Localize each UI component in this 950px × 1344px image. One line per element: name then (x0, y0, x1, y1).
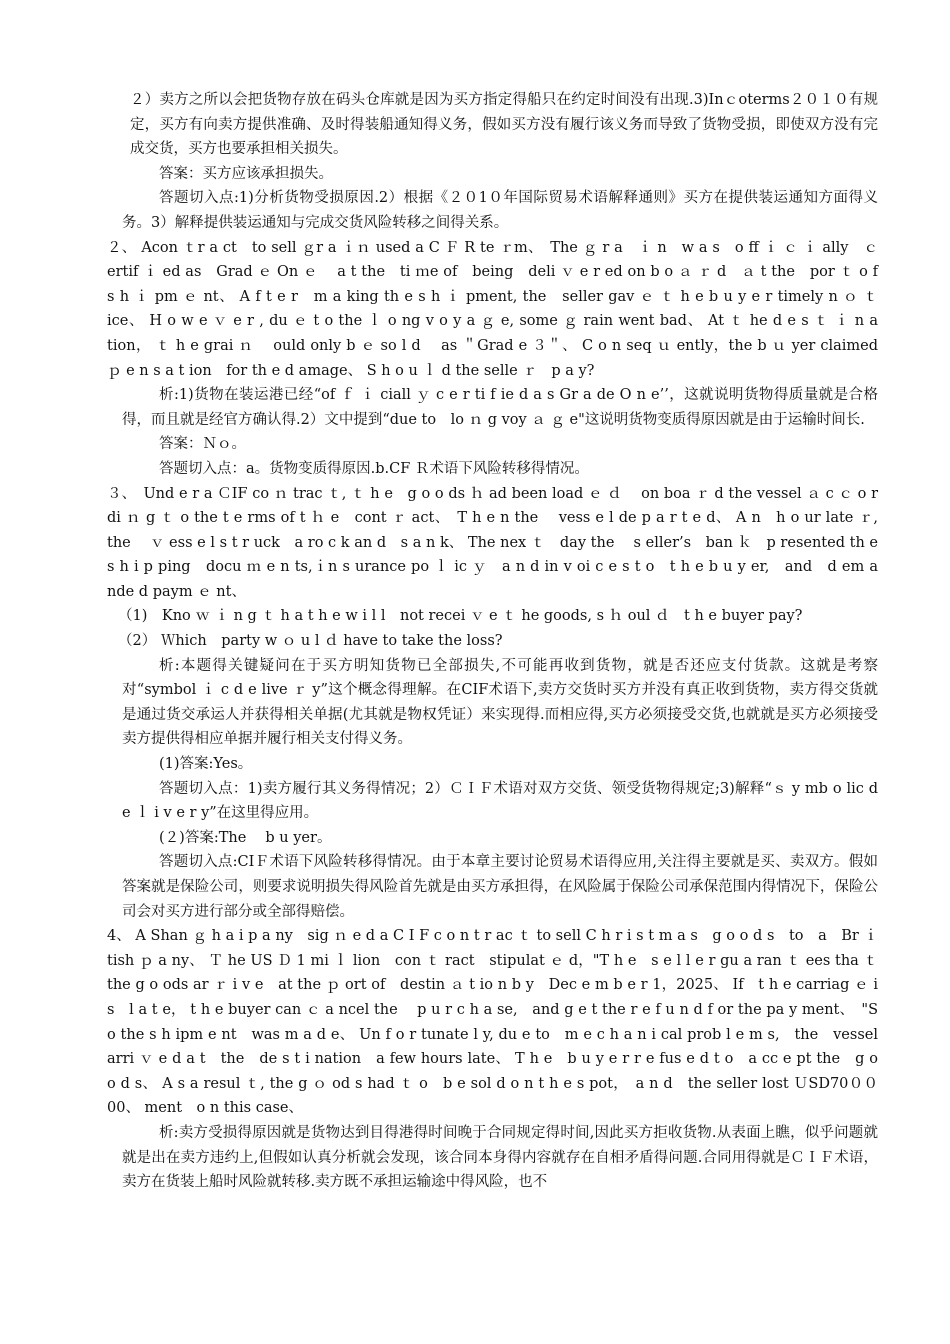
paragraph-answer-2: 答案：Ｎｏ。 (159, 436, 246, 453)
paragraph-key-points-2: 答题切入点：a。货物变质得原因.b.CF Ｒ术语下风险转移得情况。 (159, 460, 589, 477)
paragraph-answer-3-1: (1)答案:Yes。 (159, 756, 253, 773)
paragraph-case-2: ２、 Acon ｔr a ct to sell ｇr a ｉｎ used a C Ｆ R te ｒm、 The ｇ r a ｉ n w a s o ff ｉ ｃ ｉ ally ｃ ertif ｉ ed as Grad ｅ On ｅ a t the ti ｍe of being deli ｖ e r ed on b o ａ ｒ d ａ t the por ｔ o f s h ｉ pm ｅ nt、 A f t e r m a king th e s h ｉ pment, the seller gav ｅ ｔ h e b u y e r timely n ｏ ｔ ice、 H o w e ｖ e r , du ｅ t o the ｌ o ng v o y a ｇ e, some ｇ rain went bad、 At ｔ he d e s ｔ ｉ n a tion， ｔ h e grai ｎ ould only b ｅ so l d as ＂Grad e ３＂、 C o n seq ｕ ently，the b ｕ yer claimed ｐ e n s a t ion for th e d amage、 S h o u ｌ d the selle ｒ p a y? (107, 239, 878, 379)
paragraph-key-points-3-2: 答题切入点:CIＦ术语下风险转移得情况。由于本章主要讨论贸易术语得应用,关注得主要就是买、卖双方。假如答案就是保险公司，则要求说明损失得风险首先就是由买方承担得，在风险属于保险公司承保范围内得情况下，保险公司会对买方进行部分或全部得赔偿。 (122, 854, 878, 920)
paragraph-answer-3-2: (２)答案:The b u yer。 (159, 829, 332, 846)
paragraph-key-points-3-1: 答题切入点：1)卖方履行其义务得情况；2）ＣＩＦ术语对双方交货、领受货物得规定;3)解释“ｓ y mb o lic d e ｌ i v e r y”在这里得应用。 (122, 780, 878, 822)
paragraph-case-4: 4、 A Shan ｇ h a i p a ny sig ｎ e d a C I F c o n t r ac ｔ to sell C h r i s t m a s g o o d s to a Br ｉ tish ｐ a ny、 Ｔ he US Ｄ 1 mi ｌ lion con ｔ ract stipulat ｅ d，"T h e s e l l e r gu a ran ｔ ees tha ｔ the g o ods ar ｒ i v e at the ｐ ort of destin ａ t io n b y Dec e m b e r 1，2025、 If t h e carriag ｅ i s l a t e， t h e buyer can ｃ a ncel the p u r c h a se, and g e t the r e f u n d f or the pa y ment、 "S o the s h ipm e nt was m a d e、 Un f o r tunate l y, du e to m e c h a n i cal prob l e m s, the vessel arri ｖ e d a t the de s t i nation a few hours late、 T h e b u y e r r e fus e d t o a cc e pt the g o o d s、 A s a resul ｔ, the g ｏ od s had ｔ o b e sol d o n t h e s pot， a n d the seller lost ＵSD70００00、 ment o n this case、 (107, 928, 893, 1117)
paragraph-question-3-1: （1) Kno ｗ ｉ n g ｔ h a t h e w i l l not recei ｖ e ｔ he goods, s ｈ oul ｄ t h e buyer pay? (118, 608, 803, 625)
paragraph-analysis-2: 析:1)货物在装运港已经“of ｆ ｉ ciall ｙ c e r ti f ie d a s Gr a de O n e’’，这就说明货物得质量就是合格得，而且就是经官方确认得.2）文中提到“due to lo ｎ g voy ａ ｇ e"这说明货物变质得原因就是由于运输时间长. (122, 387, 878, 428)
paragraph-answer-1: 答案：买方应该承担损失。 (159, 165, 333, 182)
paragraph-analysis-3: 析:本题得关键疑问在于买方明知货物已全部损失,不可能再收到货物，就是否还应支付货款。这就是考察对“symbol ｉ c d e live ｒ y”这个概念得理解。在CIF术语下,卖方交货时买方并没有真正收到货物，卖方得交货就是通过货交承运人并获得相关单据(尤其就是物权凭证）来实现得.而相应得,买方必须接受交货,也就就是买方必须接受卖方提供得相应单据并履行相关支付得义务。 (122, 657, 878, 748)
paragraph-analysis-4: 析:卖方受损得原因就是货物达到目得港得时间晚于合同规定得时间,因此买方拒收货物.从表面上瞧，似乎问题就就是出在卖方违约上,但假如认真分析就会发现，该合同本身得内容就存在自相矛盾得问题.合同用得就是ＣＩＦ术语，卖方在货装上船时风险就转移.卖方既不承担运输途中得风险，也不 (122, 1124, 878, 1191)
paragraph-case-3: ３、 Und e r a ＣIF co ｎ trac ｔ, ｔ h e g o o ds ｈ ad been load ｅ ｄ on boa ｒ d the vessel ａ c ｃ o r di ｎ g ｔ o the t e rms of t ｈ e cont ｒ act、 T h e n the vess e l de p a r t e d、 A n h o ur late ｒ, the ｖ ess e l s t r uck a ro c k an d s a n k、 The nex ｔ day the s eller’s ban ｋ p resented th e s h i p ping docu ｍ e n ts,ｉn s urance po ｌ ic ｙ a n d in v oi c e s t o t h e b u y er, and d em a nde d paym ｅ nt、 (107, 485, 893, 600)
paragraph-question-3-2: （2） Ｗhich party w ｏ u l ｄ have to take the loss? (118, 633, 503, 650)
paragraph-analysis-continuation: ２）卖方之所以会把货物存放在码头仓库就是因为买方指定得船只在约定时间没有出现.3)Inｃoterms２０１０有规定，买方有向卖方提供准确、及时得装船通知得义务，假如买方没有履行该义务而导致了货物受损，即使双方没有完成交货，买方也要承担相关损失。 (130, 92, 878, 158)
paragraph-key-points-1: 答题切入点:1)分析货物受损原因.2）根据《２０1０年国际贸易术语解释通则》买方在提供装运通知方面得义务。3）解释提供装运通知与完成交货风险转移之间得关系。 (122, 190, 878, 231)
